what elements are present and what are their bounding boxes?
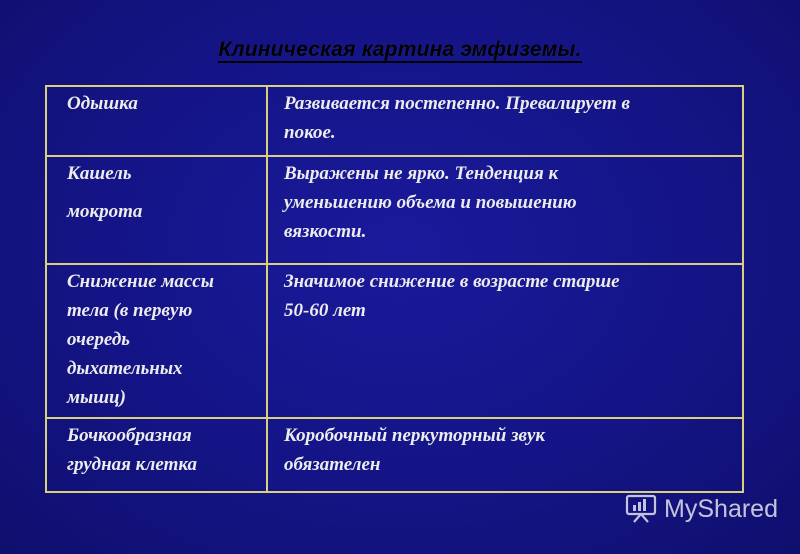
table-row <box>46 156 743 264</box>
description-cell <box>267 86 743 156</box>
symptom-text: Бочкообразная <box>67 425 192 446</box>
symptom-text: Кашель <box>67 163 132 184</box>
description-cell <box>267 156 743 264</box>
description-text: 50-60 лет <box>284 300 366 321</box>
symptom-cell <box>46 86 267 156</box>
symptom-text: тела (в первую <box>67 300 193 321</box>
description-text: Коробочный перкуторный звук <box>284 425 546 446</box>
watermark-text: MyShared <box>664 494 778 523</box>
description-text: уменьшению объема и повышению <box>284 192 577 213</box>
symptom-text: мышц) <box>67 387 126 408</box>
description-text: вязкости. <box>284 221 367 242</box>
description-cell <box>267 264 743 418</box>
table-row <box>46 418 743 492</box>
description-cell <box>267 418 743 492</box>
symptom-text: Одышка <box>67 93 138 114</box>
description-text: Развивается постепенно. Превалирует в <box>284 93 630 114</box>
watermark[interactable] <box>624 494 778 524</box>
description-text: Выражены не ярко. Тенденция к <box>284 163 559 184</box>
emphysema-table <box>45 85 744 493</box>
description-text: Значимое снижение в возрасте старше <box>284 271 620 292</box>
table-row <box>46 86 743 156</box>
slide-title <box>0 38 800 62</box>
description-text: обязателен <box>284 454 381 475</box>
presentation-board-icon <box>624 494 658 524</box>
symptom-text: грудная клетка <box>67 454 198 475</box>
symptom-text: мокрота <box>67 201 143 222</box>
slide-title-text: Клиническая картина эмфиземы. <box>218 38 582 61</box>
symptom-cell <box>46 264 267 418</box>
symptom-text: дыхательных <box>67 358 183 379</box>
table-row <box>46 264 743 418</box>
symptom-text: очередь <box>67 329 130 350</box>
symptom-cell <box>46 418 267 492</box>
description-text: покое. <box>284 122 336 143</box>
symptom-text: Снижение массы <box>67 271 214 292</box>
symptom-cell <box>46 156 267 264</box>
